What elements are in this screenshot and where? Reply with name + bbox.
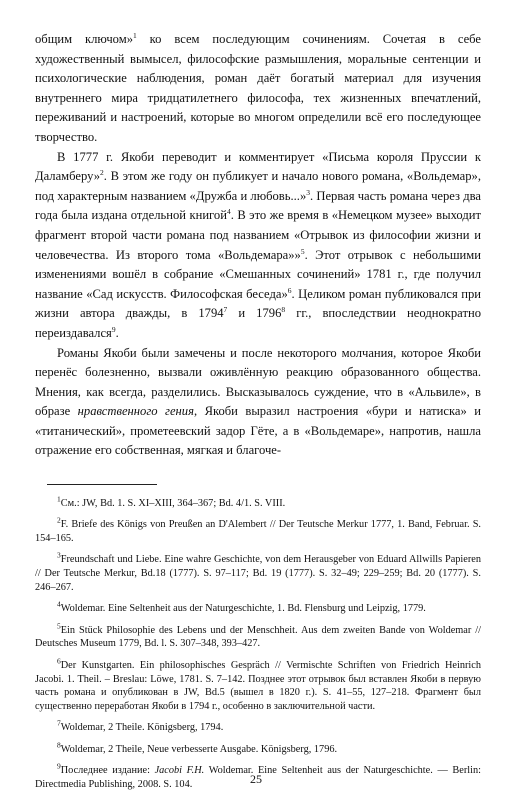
footnote-ref: 4 xyxy=(226,207,231,217)
text-run: Романы Якоби были замечены и после некоторого молчания, которое Якоби перенёс болезненно, вызвали оживлённую реакцию образованного общества. Мнения, как всегда, разделились. Высказывалось суждение, что в «Альвиле», в образе xyxy=(35,345,481,419)
text-run: общим ключом» xyxy=(35,32,134,46)
text-run: Ein Stück Philosophie des Lebens und der Menschheit. Aus dem zweiten Bande von Woldemar // Deutsches Museum 1779, Bd. l. S. 307–348, 393–427. xyxy=(35,624,481,650)
footnote-number: 6 xyxy=(57,656,61,666)
footnote xyxy=(35,721,481,735)
text-run: . Целиком роман публиковался при жизни автора дважды, в 1794 xyxy=(35,286,481,321)
footnote xyxy=(35,740,481,757)
text-run: Последнее издание: xyxy=(60,765,155,777)
footnote-ref: 2 xyxy=(100,167,104,177)
text-run: гг., впоследствии неоднократно переиздавался xyxy=(35,306,481,340)
text-run: В 1777 г. Якоби переводит и комментирует «Письма короля Пруссии к Даламберу» xyxy=(35,149,481,184)
paragraph xyxy=(35,30,481,148)
footnote-ref: 3 xyxy=(306,187,310,197)
footnote-number: 1 xyxy=(57,494,61,504)
footnote-ref: 5 xyxy=(300,246,305,256)
text-run: . xyxy=(115,325,119,340)
text-run: ко всем последующим сочинениям. Сочетая в себе художественный вымысел, философские размышления, моральные сентенции и психологические наблюдения, роман даёт богатый материал для изучения внутреннего мира тридцатилетнего философа, тех жизненных впечатлений, переживаний и настроений, которые во многом определили всё его последующее творчество. xyxy=(35,32,481,144)
text-run: . В это же время в «Немецком музее» выходит фрагмент второй части романа под названием «Отрывок из философии жизни и человечества. Из второго тома «Вольдемара»» xyxy=(35,208,481,262)
text-run: Freundschaft und Liebe. Eine wahre Geschichte, von dem Herausgeber von Eduard Allwills Papieren // Der Teutsche Merkur, Bd.18 (1777). S. 97–117; Bd. 19 (1777). S. 32–49; 229–259; Bd. 20 (1777). S. 246–267. xyxy=(35,554,481,594)
footnote-ref: 8 xyxy=(281,305,286,315)
text-run: F. Briefe des Königs von Preußen an D'Alembert // Der Teutsche Merkur 1777, 1. Band, Februar. S. 154–165. xyxy=(35,519,481,545)
text-run: Woldemar, 2 Theile. Königsberg, 1794. xyxy=(60,722,224,734)
footnote-number: 8 xyxy=(57,740,61,750)
footnotes xyxy=(35,494,481,792)
text-run: Woldemar, 2 Theile, Neue verbesserte Ausgabe. Königsberg, 1796. xyxy=(60,743,338,755)
footnote-number: 5 xyxy=(57,621,61,631)
text-run: Woldemar. Eine Seltenheit aus der Naturgeschichte. — Berlin: Directmedia Publishing, 2008. S. 104. xyxy=(35,765,481,790)
footnote xyxy=(35,494,481,511)
page-number: 25 xyxy=(250,772,262,786)
footnote xyxy=(35,621,481,652)
footnote xyxy=(35,656,481,714)
emphasis-text: нравственного гения xyxy=(77,404,194,419)
emphasis-text: Jacobi F.H. xyxy=(154,765,205,777)
footnote-number: 3 xyxy=(57,551,61,561)
paragraph xyxy=(35,148,481,344)
footnote xyxy=(35,553,481,594)
paragraph xyxy=(35,344,481,462)
text-run: . Этот отрывок с небольшими изменениями вошёл в собрание «Смешанных сочинений» 1781 г., где получил название «Сад искусств. Философская беседа» xyxy=(35,247,481,301)
text-run: и 1796 xyxy=(227,306,282,321)
text-run: Der Kunstgarten. Ein philosophisches Gespräch // Vermischte Schriften von Friedrich Heinrich Jacobi. 1. Theil. – Breslau: Löwe, 1781. S. 7–142. Позднее этот отрывок был вставлен Якоби в первую часть романа и опубликован в JW, Bd.5 (вышел в 1820 г.). S. 41–55, 127–218. Фрагмент был существенно переработан Якоби в 1794 г., особенно в заключительной части. xyxy=(35,659,481,713)
footnote-divider xyxy=(47,484,157,485)
main-text xyxy=(35,30,481,461)
footnote-ref: 6 xyxy=(287,285,292,295)
footnote-ref: 7 xyxy=(223,305,228,315)
text-run: . Первая часть романа через два года была издана отдельной книгой xyxy=(35,188,481,223)
footnote xyxy=(35,515,481,546)
footnote xyxy=(35,599,481,616)
text-run: , Якоби выразил настроения «бури и натиска» и «титанический», прометеевский задор Гёте, а в «Вольдемаре», напротив, нашла отражение его собственная, мягкая и благоче- xyxy=(35,404,481,458)
footnote-number: 7 xyxy=(57,719,61,728)
footnote-number: 9 xyxy=(57,761,61,771)
footnote-ref: 1 xyxy=(133,30,137,40)
page-body xyxy=(35,30,481,799)
footnote-ref: 9 xyxy=(111,324,116,334)
footnote-number: 4 xyxy=(57,599,61,609)
footnote-number: 2 xyxy=(57,515,61,525)
text-run: Woldemar. Eine Seltenheit aus der Naturgeschichte, 1. Bd. Flensburg und Leipzig, 1779. xyxy=(60,603,426,615)
text-run: . В этом же году он публикует и начало нового романа, «Вольдемар», под характерным названием «Дружба и любовь...» xyxy=(35,169,481,203)
text-run: См.: JW, Bd. 1. S. XI–XIII, 364–367; Bd. 4/1. S. VIII. xyxy=(60,498,286,510)
